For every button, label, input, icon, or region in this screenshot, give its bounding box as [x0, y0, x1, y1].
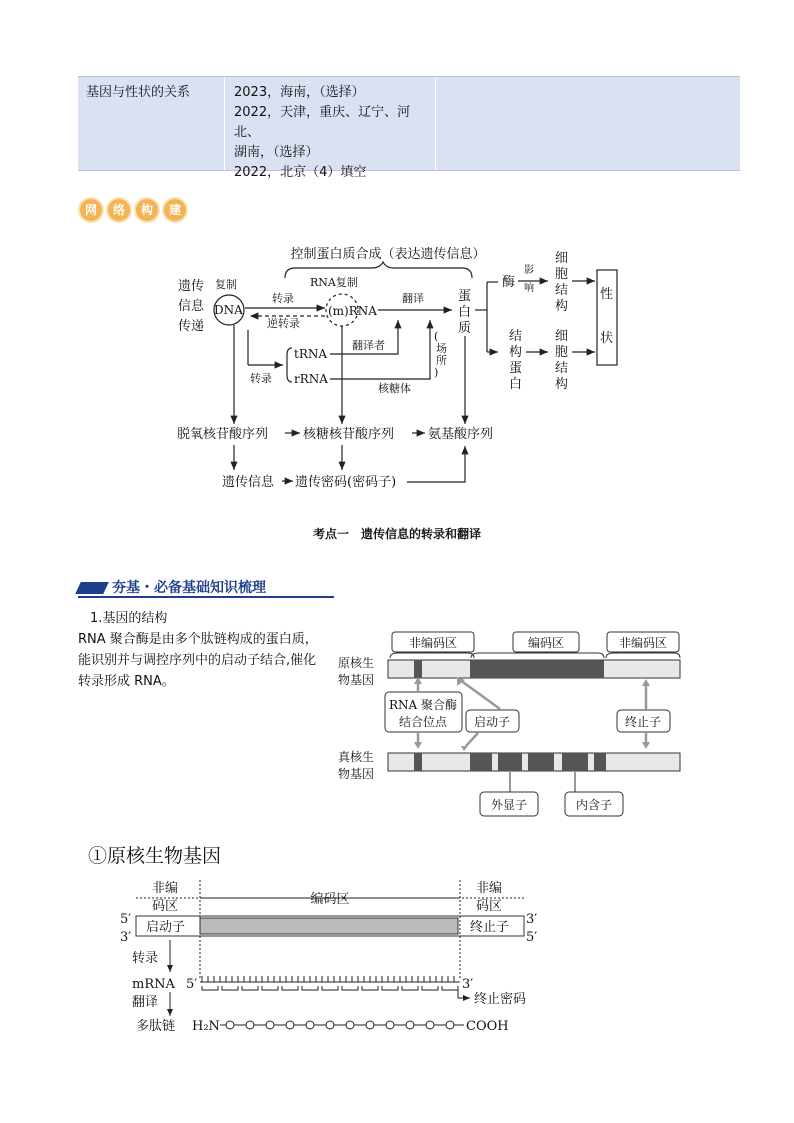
protein-char: 质: [458, 321, 472, 336]
ribo-seq-label: 核糖核苷酸序列: [303, 427, 395, 442]
coding-label: 编码区: [310, 892, 350, 907]
prokaryote-gene-diagram: [80, 840, 560, 1040]
svg-text:5′: 5′: [120, 912, 132, 927]
stop-codon-label: 终止密码: [474, 992, 527, 1007]
paragraph-body: RNA 聚合酶是由多个肽链构成的蛋白质，能识别并与调控序列中的启动子结合,催化转录形成 RNA。: [78, 632, 318, 689]
amino-acid: [226, 1021, 234, 1029]
svg-text:性: 性: [600, 287, 614, 302]
trait-box: [597, 270, 617, 365]
codon-bracket: [382, 986, 398, 990]
amino-acid: [246, 1021, 254, 1029]
svg-text:5′: 5′: [186, 977, 198, 992]
exam-line: 2022，北京（4）填空: [234, 165, 367, 180]
deoxy-seq-label: 脱氧核苷酸序列: [177, 427, 269, 442]
svg-text:胞: 胞: [555, 267, 569, 282]
codon-bracket: [222, 986, 238, 990]
influence-char: 响: [524, 283, 534, 294]
translation-label: 翻译: [402, 292, 424, 305]
svg-text:RNA 聚合酶: RNA 聚合酶: [388, 698, 458, 712]
svg-text:细: 细: [555, 329, 569, 344]
badge-char: 构: [134, 197, 160, 223]
promoter-label: 启动子: [146, 920, 186, 935]
mrna-label: (m)RNA: [328, 304, 377, 318]
codon-bracket: [442, 986, 458, 990]
amino-acid: [346, 1021, 354, 1029]
codon-bracket: [302, 986, 318, 990]
amino-acid: [386, 1021, 394, 1029]
dna-label: DNA: [214, 303, 243, 317]
c-terminus: COOH: [466, 1019, 509, 1034]
translation-label: 翻译: [132, 995, 159, 1010]
svg-text:细: 细: [555, 251, 569, 266]
exam-line: 2022，天津，重庆、辽宁、河北、: [234, 105, 411, 140]
noncoding-right-label: 非编码区: [618, 636, 668, 650]
svg-text:结: 结: [555, 283, 569, 298]
svg-text:构: 构: [555, 299, 569, 314]
n-terminus: H₂N: [192, 1019, 220, 1034]
replication-label: 复制: [215, 278, 237, 291]
aa-seq-label: 氨基酸序列: [428, 427, 494, 442]
exam-line: 2023，海南，（选择）: [234, 85, 365, 100]
badge-char: 网: [78, 197, 104, 223]
top-label: 控制蛋白质合成（表达遗传信息）: [290, 247, 486, 262]
left-label-3: 传递: [178, 319, 205, 334]
svg-text:结: 结: [555, 361, 569, 376]
ribosome-label: 核糖体: [378, 382, 411, 395]
site-char: 所: [436, 354, 447, 367]
central-dogma-diagram: [0, 0, 794, 520]
rrna-label: rRNA: [294, 372, 328, 386]
svg-text:码区: 码区: [152, 899, 179, 914]
transcription2-label: 转录: [250, 372, 272, 385]
badge-char: 络: [106, 197, 132, 223]
terminator-label: 终止子: [470, 920, 510, 935]
terminator-label: 终止子: [624, 715, 662, 729]
badge-char: 建: [162, 197, 188, 223]
svg-text:白: 白: [509, 377, 523, 392]
protein-char: 白: [458, 305, 472, 320]
coding-label: 编码区: [527, 636, 565, 650]
svg-text:): ): [434, 366, 439, 379]
translator-label: 翻译者: [352, 339, 385, 352]
site-char: 场: [436, 342, 447, 355]
promoter-label: 启动子: [473, 715, 511, 729]
svg-text:非编: 非编: [152, 881, 179, 896]
amino-acid: [446, 1021, 454, 1029]
table-topic: 基因与性状的关系: [86, 85, 191, 100]
transcription-label: 转录: [132, 951, 159, 966]
codon-bracket: [342, 986, 358, 990]
mrna-label: mRNA: [132, 977, 175, 992]
left-label-1: 遗传: [178, 279, 205, 294]
amino-acid: [426, 1021, 434, 1029]
transcription-label: 转录: [272, 292, 294, 305]
svg-text:码区: 码区: [476, 899, 503, 914]
amino-acid: [406, 1021, 414, 1029]
intron-label: 内含子: [575, 798, 613, 812]
section-title: 夯基・必备基础知识梳理: [112, 580, 266, 596]
svg-text:蛋: 蛋: [509, 361, 523, 376]
gene-structure-diagram: [330, 620, 690, 825]
codon-bracket: [362, 986, 378, 990]
genetic-code-label: 遗传密码(密码子): [295, 475, 397, 490]
codon-bracket: [242, 986, 258, 990]
paragraph-subtitle: 1.基因的结构: [90, 611, 168, 626]
codon-bracket: [402, 986, 418, 990]
genetic-info-label: 遗传信息: [222, 475, 275, 490]
codon-bracket: [282, 986, 298, 990]
amino-acid: [286, 1021, 294, 1029]
svg-text:物基因: 物基因: [338, 767, 375, 781]
prokaryote-title: ①原核生物基因: [88, 845, 222, 867]
rna-replication-label: RNA复制: [310, 276, 358, 289]
paragraph: [78, 608, 320, 692]
codon-bracket: [202, 986, 218, 990]
svg-text:结合位点: 结合位点: [398, 715, 448, 729]
reverse-transcription-label: 逆转录: [267, 317, 300, 330]
svg-text:胞: 胞: [555, 345, 569, 360]
svg-text:状: 状: [600, 331, 614, 346]
amino-acid: [266, 1021, 274, 1029]
influence-char: 影: [524, 265, 534, 276]
svg-text:3′: 3′: [526, 912, 538, 927]
svg-text:构: 构: [555, 377, 569, 392]
svg-text:构: 构: [509, 345, 523, 360]
amino-acid: [326, 1021, 334, 1029]
section-bar: [75, 582, 109, 594]
section-header: [78, 576, 334, 598]
protein-char: 蛋: [458, 289, 472, 304]
codon-bracket: [322, 986, 338, 990]
codon-bracket: [422, 986, 438, 990]
exon-label: 外显子: [490, 798, 528, 812]
svg-text:真核生: 真核生: [338, 750, 375, 764]
trna-label: tRNA: [294, 347, 328, 361]
svg-text:非编: 非编: [476, 881, 503, 896]
svg-text:原核生: 原核生: [338, 656, 375, 670]
exam-line: 湖南，（选择）: [234, 145, 319, 160]
polypeptide-label: 多肽链: [136, 1019, 176, 1034]
amino-acid: [366, 1021, 374, 1029]
noncoding-left-label: 非编码区: [408, 636, 458, 650]
svg-text:5′: 5′: [526, 930, 538, 945]
svg-text:3′: 3′: [120, 930, 132, 945]
amino-acid: [306, 1021, 314, 1029]
section-underline: [78, 596, 334, 598]
enzyme-label: 酶: [502, 275, 516, 290]
svg-text:(: (: [434, 330, 439, 343]
svg-text:3′: 3′: [462, 977, 474, 992]
svg-text:结: 结: [509, 329, 523, 344]
svg-text:物基因: 物基因: [338, 673, 375, 687]
left-label-2: 信息: [178, 299, 205, 314]
section-heading: 考点一 遗传信息的转录和翻译: [312, 527, 481, 541]
codon-bracket: [262, 986, 278, 990]
